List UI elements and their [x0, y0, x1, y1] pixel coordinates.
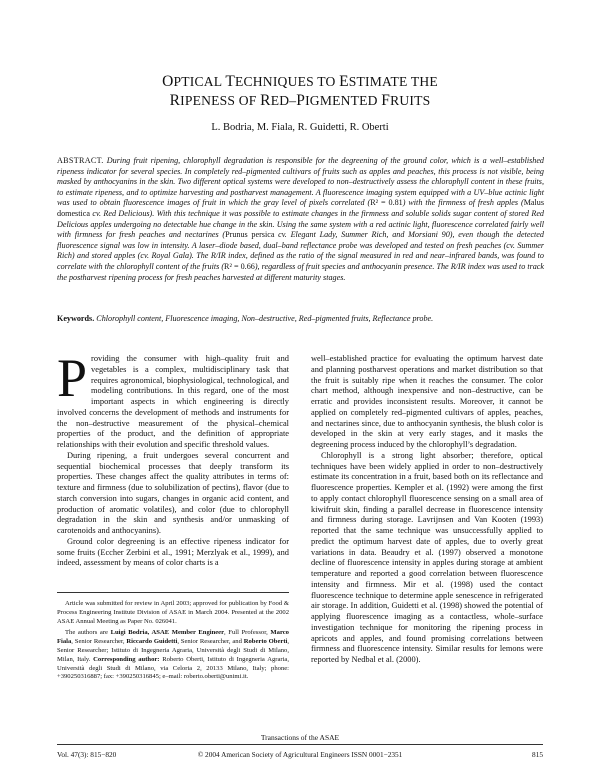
title-cap: T	[225, 73, 236, 90]
note-text: , Full Professor,	[224, 629, 271, 637]
title-line-2	[0, 91, 600, 110]
note-text: The authors are	[65, 629, 111, 637]
title-cap: P	[296, 92, 306, 109]
author-name: Roberto Oberti	[243, 638, 288, 646]
title-cap: E	[339, 73, 349, 90]
note-text: , Senior Researcher, and	[177, 638, 244, 646]
body-paragraph: During ripening, a fruit undergoes several concurrent and sequential biochemical processes that deeply transform its properties. These changes affect the quality attributes in terms of: texture and firmness (due to solubilization of pectins), flavor (due to starch conversion into sugars, changes in organic acid content, and production of aromatic volatiles), and color (due to chlorophyll degradation in the skin and synthesis and/or unmasking of carotenoids and anthocyanins).	[57, 450, 289, 535]
volume-info: Vol. 47(3): 815−820	[57, 750, 117, 759]
title-line-1	[0, 72, 600, 91]
keywords	[57, 314, 544, 325]
body-paragraph: Ground color degreening is an effective ripeness indicator for some fruits (Eccher Zerbini et al., 1991; Merzlyak et al., 1999), and indeed, assessment by means of color charts is a	[57, 536, 289, 568]
title-cap: R	[169, 92, 181, 109]
title-cap: R	[260, 92, 271, 109]
title-text: RUITS	[390, 93, 431, 108]
abstract-text: cv. Elegant Lady, Summer Rich, and Morsiani 90), even though the detected fluorescence signal was low in intensity. A laser–diode based, dual–band reflectance probe was developed and tested on fresh peaches (cv. Summer Rich) and stored apples (cv. Royal Gala). The R/IR index, defined as the ratio of the signal measured in red and near–infrared bands, was found to correlate with the chlorophyll content of the fruits (	[57, 230, 544, 271]
title-text: ECHNIQUES TO	[235, 74, 340, 89]
paragraph-text: roviding the consumer with high–quality fruit and vegetables is a complex, multidisciplinary task that requires agronomical, biophysiological, technological, and modeling contributions. In this regard, one of the most important aspects in which engineering is directly involved concerns the development of methods and instruments for the non–destructive measurement of the physical–chemical properties of the product, and the definition of appropriate relationships with their evolution and specific threshold values.	[57, 354, 289, 449]
title-text: STIMATE THE	[348, 74, 438, 89]
author-note	[57, 629, 289, 682]
footnote-divider	[57, 592, 289, 593]
submission-note: Article was submitted for review in April 2003; approved for publication by Food & Process Engineering Institute Division of ASAE in March 2004. Presented at the 2002 ASAE Annual Meeting as Paper No. 026041.	[57, 600, 289, 625]
body-column-left	[57, 348, 289, 569]
abstract-species: Malus domestica	[57, 198, 544, 218]
author-name: Luigi Bodria, ASAE Member Engineer	[110, 629, 225, 637]
title-text: ED	[270, 93, 290, 108]
footnotes	[57, 600, 289, 682]
body-paragraph: well–established practice for evaluating the optimum harvest date and planning postharvest operations and market distribution so that the fruit is suitably ripe when it reaches the consumer. The color chart method, although inexpensive and non–destructive, can be erratic and provides inconsistent results. Moreover, it cannot be applied on completely red–pigmented cultivars of apples, peaches, and nectarines since, due to anthocyanin synthesis, the blush color is developed in the skin at very early stages, and it masks the degreening process induced by the chlorophyll’s degradation.	[311, 354, 543, 449]
note-text: , Senior Researcher; Istituto di Ingegneria Agraria, Università degli Studi di Milano, Milan, Italy.	[57, 638, 289, 663]
abstract-species: Prunus persica	[225, 230, 275, 240]
title-cap: F	[381, 92, 391, 109]
page-number: 815	[532, 750, 543, 759]
title-text: –	[289, 93, 297, 108]
abstract-text: ) with the firmness of fresh apples (	[402, 198, 524, 208]
drop-cap: P	[57, 348, 88, 408]
abstract-text: ), regardless of fruit species and anthocyanin presence. The R/IR index was used to track the postharvest ripening process for fresh peaches harvested at different maturity stages.	[57, 261, 545, 282]
body-paragraph: Chlorophyll is a strong light absorber; therefore, optical techniques have been widely applied in order to non–destructively estimate its concentration in a fruit, based both on its reflectance and fluorescence properties. Kempler et al. (1992) were among the first to apply contact chlorophyll fluorescence sensing on a small area of kiwifruit skin, finding a parallel decrease in fluorescence intensity and firmness during storage. Lavrijnsen and Van Kooten (1993) reported that the same technique was unsuccessfully applied to predict the optimum harvest date of apples, due to overly great variations in data. Beaudry et al. (1997) observed a monotone decline of fluorescence intensity in apples during storage at ambient temperature and reported a good correlation between fluorescence intensity and firmness. Mir et al. (1998) used the contact fluorescence technique to determine apple senescence in refrigerated air storage. In addition, Guidetti et al. (1998) showed the potential of applying fluorescence imaging as a contactless, whole–surface investigation technique for monitoring the ripening process in apricots and apples, and found promising correlations between firmness and fluorescence intensity. Similar results for lemons were reported by Nedbal et al. (2000).	[311, 450, 543, 664]
keywords-label: Keywords.	[57, 314, 95, 323]
paper-title	[0, 72, 600, 110]
abstract-text: cv. Red Delicious). With this technique it was possible to estimate changes in the firmness and soluble solids sugar content of stored Red Delicious apples undergoing no detectable hue change in the skin. Using the same system with a red actinic light, fluorescence correlated fairly well with firmness for fresh peaches and nectarines (	[57, 208, 544, 240]
abstract-r2: R² = 0.66	[224, 261, 255, 271]
title-text: IGMENTED	[305, 93, 382, 108]
note-text: Roberto Oberti, Istituto di Ingegneria Agraria, Università degli Studi di Milano, via Celoria 2, 20133 Milano, Italy; phone: +390250316887; fax: +390250316845; e–mail: roberto.oberti@unimi.it.	[57, 655, 290, 681]
author-name: Marco Fiala	[57, 629, 289, 646]
copyright-notice: © 2004 American Society of Agricultural Engineers ISSN 0001−2351	[197, 750, 403, 759]
corresponding-author-label: Corresponding author:	[93, 655, 160, 663]
body-paragraph	[57, 348, 289, 451]
abstract-r2: R² = 0.81	[370, 198, 403, 208]
abstract-text: During fruit ripening, chlorophyll degradation is responsible for the degreening of the ground color, which is a well–established ripeness indicator for several species. In completely red–pigmented cultivars of fruits such as apples and peaches, this process is not visible, being masked by anthocyanins in the skin. Two different optical systems were developed to non–destructively assess the chlorophyll content in these fruits, to estimate ripeness, and to optimize harvesting and postharvest management. A fluorescence imaging system equipped with a UV–blue actinic light was used to obtain fluorescence images of fruit in which the gray level of pixels correlated (	[57, 156, 544, 208]
author-name: Riccardo Guidetti	[126, 638, 178, 646]
title-cap: O	[162, 73, 174, 90]
body-column-right	[311, 354, 543, 666]
abstract	[57, 156, 544, 283]
journal-name: Transactions of the ASAE	[260, 733, 340, 742]
keywords-text: Chlorophyll content, Fluorescence imaging, Non–destructive, Red–pigmented fruits, Reflectance probe.	[94, 314, 434, 323]
note-text: , Senior Researcher,	[71, 638, 127, 646]
title-text: IPENESS OF	[180, 93, 261, 108]
abstract-label: ABSTRACT.	[57, 156, 104, 165]
footer-divider	[57, 744, 543, 745]
author-list: L. Bodria, M. Fiala, R. Guidetti, R. Oberti	[211, 122, 389, 133]
title-text: PTICAL	[173, 74, 226, 89]
